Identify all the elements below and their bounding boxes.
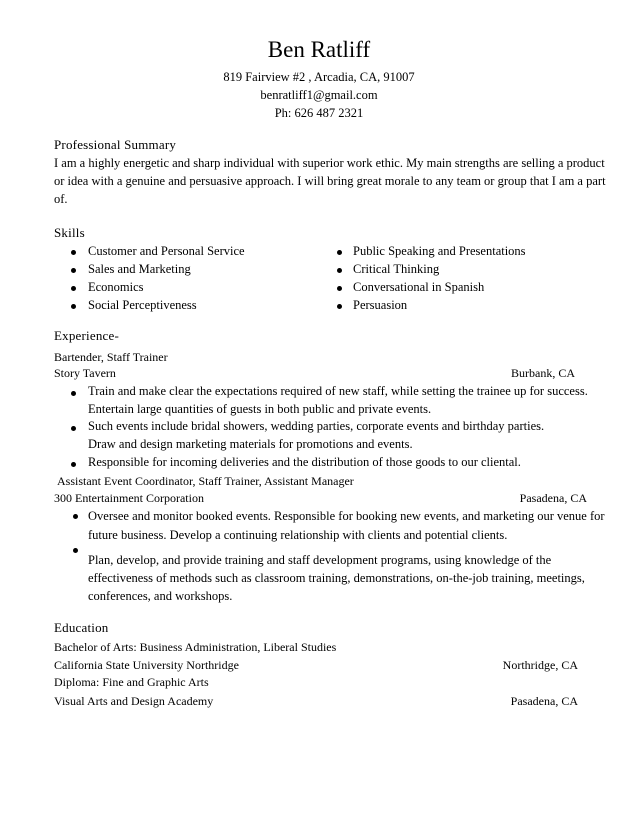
bullet-icon [73, 548, 78, 553]
job-location: Pasadena, CA [519, 491, 587, 505]
skill-item: Sales and Marketing [88, 262, 191, 276]
edu-location: Pasadena, CA [510, 694, 578, 708]
bullet-icon [337, 250, 342, 255]
edu-degree: Bachelor of Arts: Business Administration, Liberal Studies [54, 640, 337, 654]
job-role: Assistant Event Coordinator, Staff Trainer, Assistant Manager [57, 474, 354, 488]
bullet-icon [73, 514, 78, 519]
job-role: Bartender, Staff Trainer [54, 350, 168, 364]
job-company: Story Tavern [54, 366, 116, 380]
summary-text: I am a highly energetic and sharp individual with superior work ethic. My main strengths are selling a product or idea with a genuine and persuasive approach. I will bring great morale to any team or group that I am a part of. [54, 156, 606, 206]
resume-name: Ben Ratliff [267, 37, 371, 62]
skill-item: Public Speaking and Presentations [353, 244, 526, 258]
job-bullet: Entertain large quantities of guests in both public and private events. [88, 402, 432, 416]
bullet-icon [71, 250, 76, 255]
skill-item: Customer and Personal Service [88, 244, 245, 258]
email: benratliff1@gmail.com [260, 88, 378, 102]
address: 819 Fairview #2 , Arcadia, CA, 91007 [223, 70, 415, 84]
experience-heading: Experience- [54, 328, 119, 343]
skill-item: Persuasion [353, 298, 408, 312]
edu-location: Northridge, CA [502, 658, 578, 672]
skill-item: Critical Thinking [353, 262, 440, 276]
bullet-icon [71, 462, 76, 467]
bullet-icon [71, 286, 76, 291]
job-bullet: Such events include bridal showers, wedding parties, corporate events and birthday parties. [88, 419, 545, 433]
edu-degree: Diploma: Fine and Graphic Arts [54, 675, 209, 689]
job-bullet: Responsible for incoming deliveries and the distribution of those goods to our cliental. [88, 455, 521, 469]
education-heading: Education [54, 620, 109, 635]
bullet-icon [337, 286, 342, 291]
phone: Ph: 626 487 2321 [274, 106, 364, 120]
job-bullet: Plan, develop, and provide training and staff development programs, using knowledge of the effectiveness of methods such as classroom training, demonstrations, on-the-job training, meetings, conferences, and workshops. [88, 553, 585, 603]
skill-item: Conversational in Spanish [353, 280, 485, 294]
skill-item: Social Perceptiveness [88, 298, 197, 312]
bullet-icon [71, 304, 76, 309]
bullet-icon [71, 426, 76, 431]
job-company: 300 Entertainment Corporation [54, 491, 204, 505]
summary-heading: Professional Summary [54, 137, 177, 152]
edu-school: Visual Arts and Design Academy [54, 694, 214, 708]
bullet-icon [71, 268, 76, 273]
job-bullet: Draw and design marketing materials for promotions and events. [88, 437, 413, 451]
job-bullet: Oversee and monitor booked events. Responsible for booking new events, and marketing our venue for future business. Develop a continuing relationship with clients and potential clients. [88, 509, 605, 542]
bullet-icon [71, 391, 76, 396]
bullet-icon [337, 268, 342, 273]
bullet-icon [337, 304, 342, 309]
skill-item: Economics [88, 280, 144, 294]
skills-heading: Skills [54, 225, 85, 240]
job-bullet: Train and make clear the expectations required of new staff, while setting the trainee up for success. [88, 384, 588, 398]
job-location: Burbank, CA [511, 366, 575, 380]
edu-school: California State University Northridge [54, 658, 239, 672]
